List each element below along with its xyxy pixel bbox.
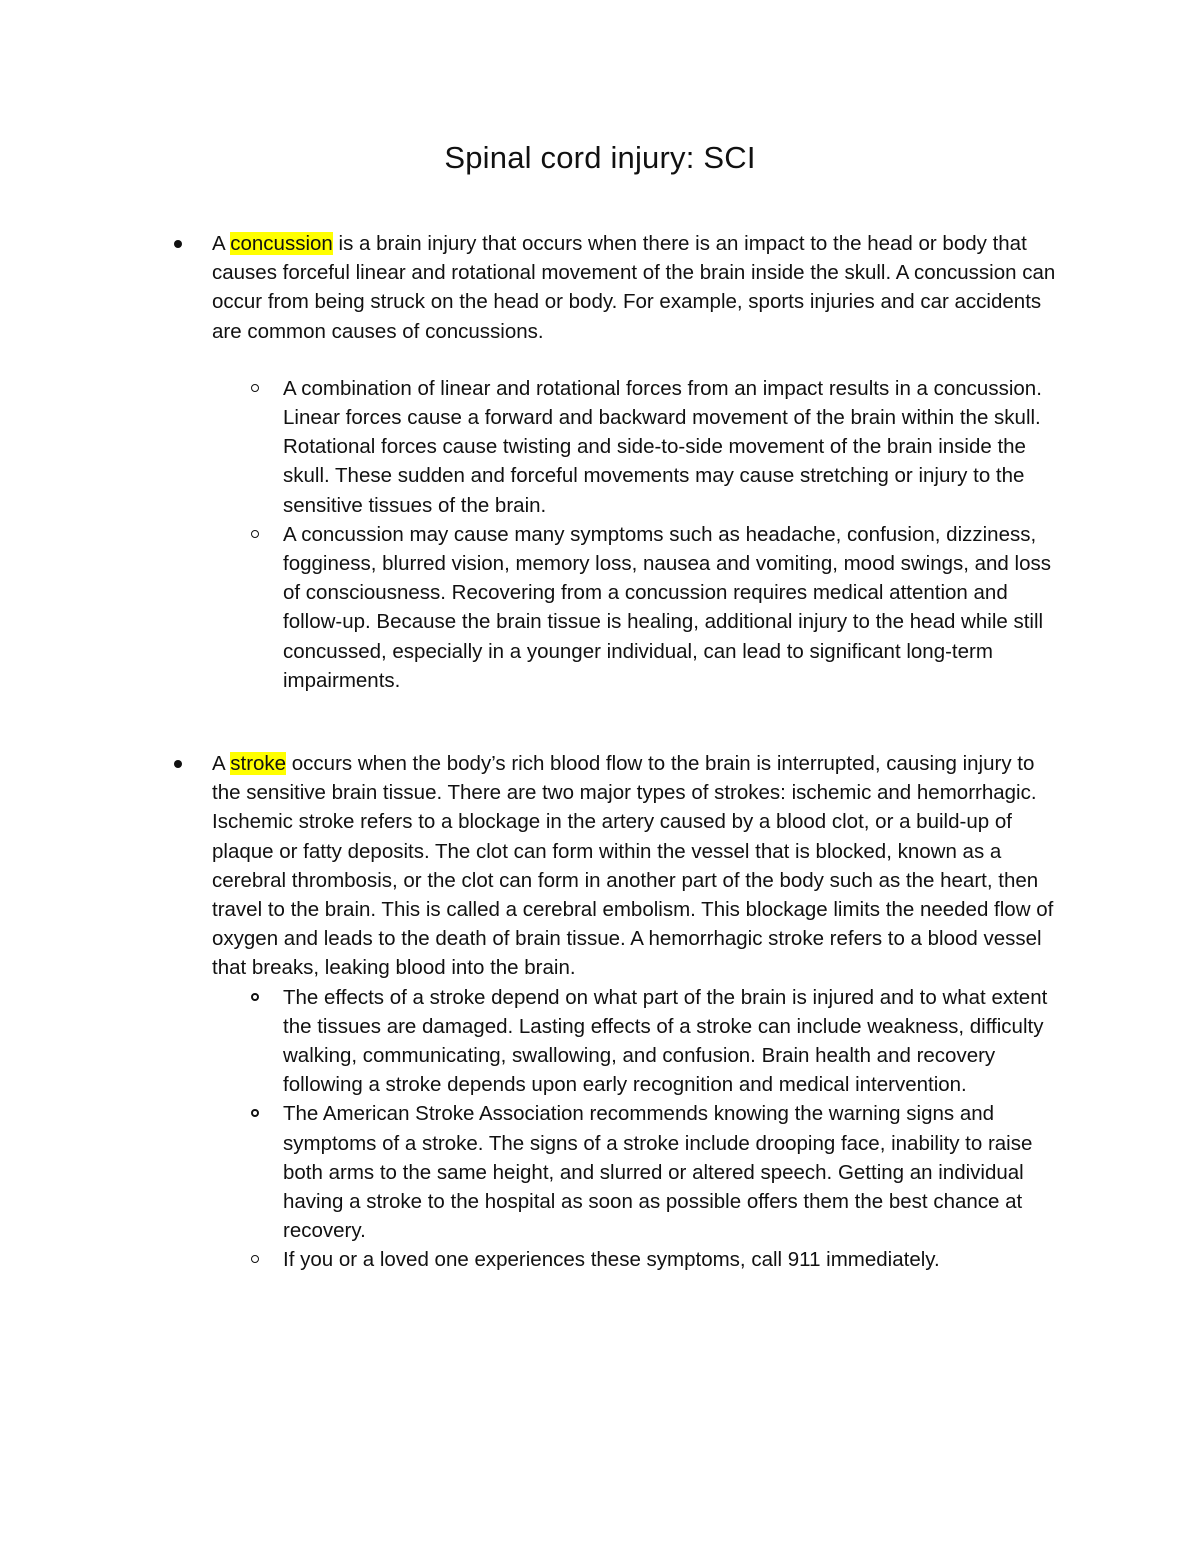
sub-list-item <box>283 1099 1062 1245</box>
sub-item-text: If you or a loved one experiences these symptoms, call 911 immediately. <box>283 1248 940 1272</box>
bullet-lead-prefix: A <box>212 232 231 255</box>
highlighted-term: stroke <box>230 752 287 775</box>
sub-item-text: The American Stroke Association recommends knowing the warning signs and symptoms of a stroke. The signs of a stroke include drooping face, inability to raise both arms to the same height, and slurred or altered speech. Getting an individual having a stroke to the hospital as soon as possible offers them the best chance at recovery. <box>283 1102 1033 1243</box>
bullet-item-stroke <box>212 749 1062 1275</box>
bullet-lead-text: occurs when the body’s rich blood flow to the brain is interrupted, causing injury to the sensitive brain tissue. There are two major types of strokes: ischemic and hemorrhagic. Ischemic stroke refers to a blockage in the artery caused by a blood clot, or a build-up of plaque or fatty deposits. The clot can form within the vessel that is blocked, known as a cerebral thrombosis, or the clot can form in another part of the body such as the heart, then travel to the brain. This is called a cerebral embolism. This blockage limits the needed flow of oxygen and leads to the death of brain tissue. A hemorrhagic stroke refers to a blood vessel that breaks, leaking blood into the brain. <box>212 752 1054 980</box>
sub-list <box>283 983 1062 1275</box>
document-title: Spinal cord injury: SCI <box>444 140 756 175</box>
bullet-lead-text: is a brain injury that occurs when there is an impact to the head or body that causes forceful linear and rotational movement of the brain inside the skull. A concussion can occur from being struck on the head or body. For example, sports injuries and car accidents are common causes of concussions. <box>212 232 1056 343</box>
hollow-circle-bullet-icon <box>251 1109 259 1117</box>
sub-list-item <box>283 374 1062 520</box>
sub-list-item <box>283 983 1062 1100</box>
bullet-paragraph <box>212 229 1062 346</box>
sub-list-item <box>283 1245 1062 1274</box>
bullet-paragraph <box>212 749 1062 983</box>
sub-list <box>283 374 1062 695</box>
sub-item-text: A concussion may cause many symptoms such as headache, confusion, dizziness, fogginess, blurred vision, memory loss, nausea and vomiting, mood swings, and loss of consciousness. Recovering from a concussion requires medical attention and follow-up. Because the brain tissue is healing, additional injury to the head while still concussed, especially in a younger individual, can lead to significant long-term impairments. <box>283 522 1051 692</box>
bullet-dot-icon <box>174 240 182 248</box>
hollow-circle-bullet-icon <box>251 993 259 1001</box>
sub-item-text: The effects of a stroke depend on what part of the brain is injured and to what extent the tissues are damaged. Lasting effects of a stroke can include weakness, difficulty walking, communicating, swallowing, and confusion. Brain health and recovery following a stroke depends upon early recognition and medical intervention. <box>283 985 1048 1097</box>
hollow-circle-bullet-icon <box>251 530 259 538</box>
bullet-item-concussion <box>212 229 1062 695</box>
bullet-lead-prefix: A <box>212 752 231 775</box>
hollow-circle-bullet-icon <box>251 384 259 392</box>
bullet-dot-icon <box>174 760 182 768</box>
hollow-circle-bullet-icon <box>251 1255 259 1263</box>
highlighted-term: concussion <box>230 232 333 255</box>
sub-item-text: A combination of linear and rotational forces from an impact results in a concussion. Linear forces cause a forward and backward movement of the brain within the skull. Rotational forces cause twisting and side-to-side movement of the brain inside the skull. These sudden and forceful movements may cause stretching or injury to the sensitive tissues of the brain. <box>283 376 1042 517</box>
sub-list-item <box>283 520 1062 695</box>
